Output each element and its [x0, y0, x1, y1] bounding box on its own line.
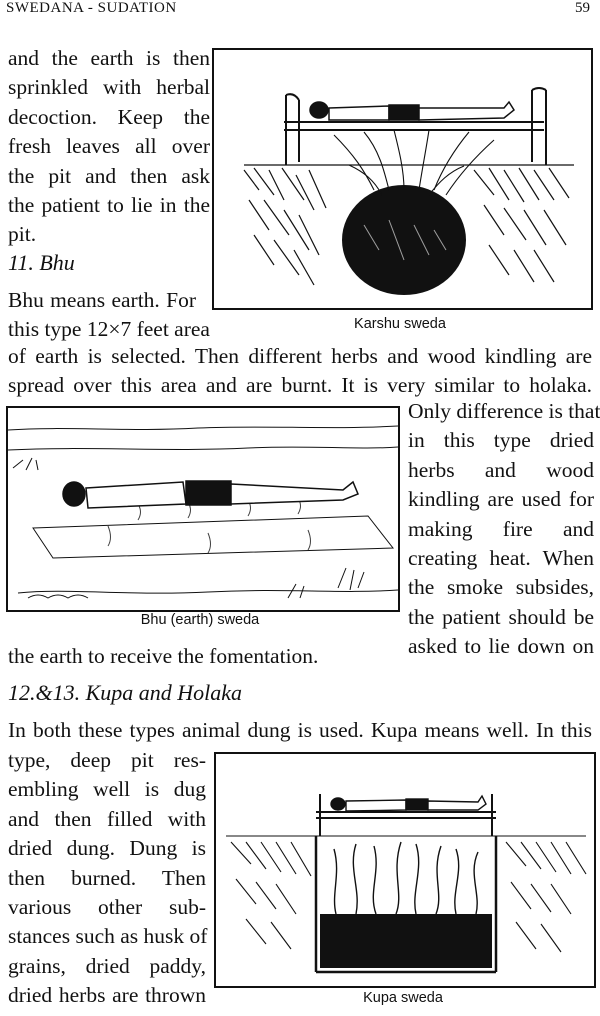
- text-line: spread over this area and are burnt. It is very similar to holaka.: [8, 373, 592, 398]
- page-number: 59: [575, 0, 590, 16]
- paragraph-bhu-right: [408, 397, 600, 662]
- text-line: decoction. Keep the: [8, 104, 210, 129]
- kupa-illustration: [216, 754, 594, 986]
- karshu-illustration: [214, 50, 591, 308]
- bhu-illustration: [8, 408, 398, 610]
- caption-karshu: Karshu sweda: [354, 316, 446, 332]
- text-line: pit.: [8, 222, 37, 247]
- text-line: the pit and then ask: [8, 163, 210, 188]
- text-line: sprinkled with herbal: [8, 75, 210, 100]
- text-line: various other sub-: [8, 895, 206, 920]
- text-line: making fire and: [408, 516, 594, 541]
- text-line: this type 12×7 feet area: [8, 317, 210, 342]
- running-header: [0, 0, 600, 20]
- text-line: Only difference is that: [408, 399, 600, 423]
- text-line: and the earth is then: [8, 46, 210, 70]
- paragraph-bhu-intro: [8, 286, 210, 345]
- chapter-title: SWEDANA - SUDATION: [6, 0, 177, 16]
- text-line: in this type dried: [408, 428, 594, 453]
- text-line: the patient to lie in the: [8, 193, 210, 218]
- section-heading-kupa-holaka: 12.&13. Kupa and Holaka: [8, 680, 243, 705]
- caption-kupa: Kupa sweda: [363, 990, 443, 1006]
- text-line: dried dung. Dung is: [8, 836, 206, 861]
- caption-bhu: Bhu (earth) sweda: [140, 612, 260, 628]
- text-line: fresh leaves all over: [8, 134, 210, 159]
- text-line: type, deep pit res-: [8, 748, 206, 772]
- text-line: of earth is selected. Then different herbs and wood kindling are: [8, 344, 592, 368]
- section-heading-bhu: 11. Bhu: [8, 250, 75, 275]
- text-line: the smoke subsides,: [408, 575, 594, 600]
- figure-kupa-sweda: [214, 752, 596, 988]
- text-line: embling well is dug: [8, 777, 206, 802]
- text-line: dried herbs are thrown: [8, 983, 206, 1008]
- text-line: Bhu means earth. For: [8, 288, 196, 312]
- text-line: grains, dried paddy,: [8, 953, 206, 978]
- text-line: stances such as husk of: [8, 924, 208, 949]
- text-line: kindling are used for: [408, 487, 594, 512]
- paragraph-bhu-end: the earth to receive the fomentation.: [8, 644, 319, 668]
- text-line: the patient should be: [408, 604, 594, 629]
- text-line: creating heat. When: [408, 546, 594, 571]
- text-line: In both these types animal dung is used. Kupa means well. In this: [8, 718, 592, 742]
- paragraph-kupa-left: [8, 746, 206, 1011]
- figure-karshu-sweda: [212, 48, 593, 310]
- paragraph-kupa-first: [8, 716, 592, 745]
- paragraph-pit-continuation: [8, 44, 210, 250]
- text-line: and then filled with: [8, 806, 206, 831]
- text-line: herbs and wood: [408, 457, 594, 482]
- paragraph-bhu-full: [8, 342, 592, 401]
- text-line: then burned. Then: [8, 865, 206, 890]
- text-line: asked to lie down on: [408, 634, 594, 659]
- figure-bhu-sweda: [6, 406, 400, 612]
